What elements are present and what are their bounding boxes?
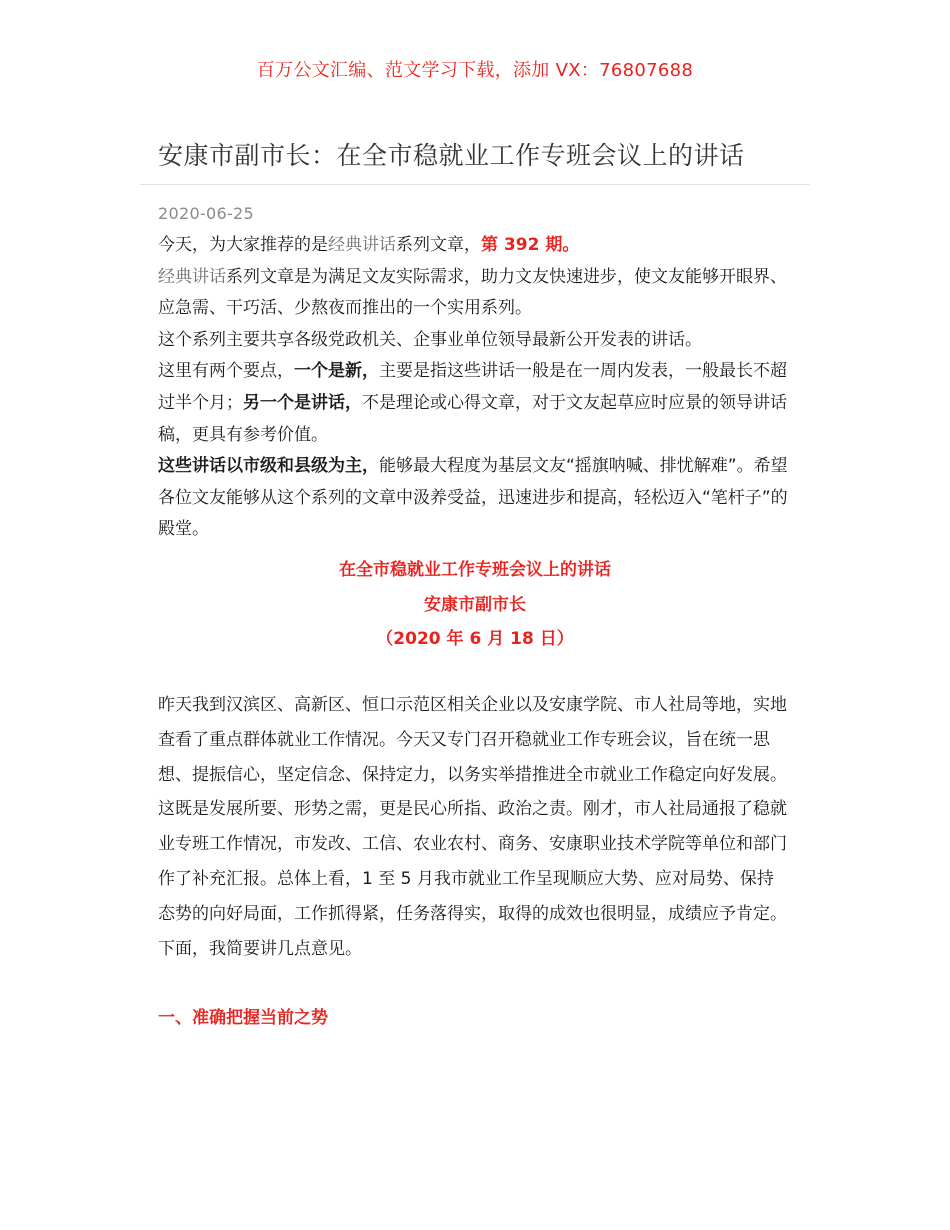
- intro-text: 能够最大程度为基层文友“摇旗呐喊、排忧解难”。希望各位文友能够从这个系列的文章中汲养受益，迅速进步和提高，轻松迈入“笔杆子”的殿堂。: [158, 456, 788, 540]
- intro-text: 这里有两个要点，: [158, 361, 294, 382]
- key-point: 一个是新，: [294, 361, 379, 382]
- series-name: 经典讲话: [158, 266, 226, 287]
- promo-banner: 百万公文汇编、范文学习下载，添加 VX：76807688: [256, 60, 694, 81]
- speech-speaker: 安康市副市长: [424, 594, 526, 615]
- series-intro: [158, 230, 798, 546]
- intro-text: 系列文章是为满足文友实际需求，助力文友快速进步，使文友能够开眼界、应急需、干巧活、少熬夜而推出的一个实用系列。: [158, 266, 787, 319]
- series-name: 经典讲话: [328, 235, 396, 255]
- section-heading: 一、准确把握当前之势: [158, 1008, 328, 1028]
- speech-header: [0, 553, 950, 657]
- intro-text: 系列文章，: [396, 235, 481, 255]
- key-point: 另一个是讲话，: [243, 392, 362, 413]
- intro-paragraph-4: [158, 356, 798, 451]
- intro-paragraph-1: [158, 230, 798, 262]
- speech-date: （2020 年 6 月 18 日）: [376, 629, 574, 649]
- intro-text: 不是理论或心得文章，对于文友起草应时应景的领导讲话稿，更具有参考价值。: [158, 392, 787, 445]
- intro-text: 主要是指这些讲话一般是在一周内发表，一般最长不超过半个月；: [158, 361, 787, 413]
- intro-paragraph-2: [158, 262, 798, 325]
- speech-paragraph: 昨天我到汉滨区、高新区、恒口示范区相关企业以及安康学院、市人社局等地，实地查看了重点群体就业工作情况。今天又专门召开稳就业工作专班会议，旨在统一思想、提振信心，坚定信念、保持定力，以务实举措推进全市就业工作稳定向好发展。这既是发展所要、形势之需，更是民心所指、政治之责。刚才，市人社局通报了稳就业专班工作情况，市发改、工信、农业农村、商务、安康职业技术学院等单位和部门作了补充汇报。总体上看，1 至 5 月我市就业工作呈现顺应大势、应对局势、保持态势的向好局面，工作抓得紧，任务落得实，取得的成效也很明显，成绩应予肯定。下面，我简要讲几点意见。: [158, 695, 787, 959]
- intro-paragraph-5: [158, 451, 798, 546]
- publish-date: 2020-06-25: [158, 204, 254, 223]
- intro-text: 今天，为大家推荐的是: [158, 235, 328, 255]
- key-point: 这些讲话以市级和县级为主，: [158, 456, 379, 477]
- article-title: 安康市副市长：在全市稳就业工作专班会议上的讲话: [158, 141, 745, 170]
- speech-heading: 在全市稳就业工作专班会议上的讲话: [339, 560, 611, 580]
- issue-number: 第 392 期。: [481, 235, 580, 255]
- intro-paragraph-3: 这个系列主要共享各级党政机关、企事业单位领导最新公开发表的讲话。: [158, 329, 702, 350]
- title-divider: [140, 184, 810, 185]
